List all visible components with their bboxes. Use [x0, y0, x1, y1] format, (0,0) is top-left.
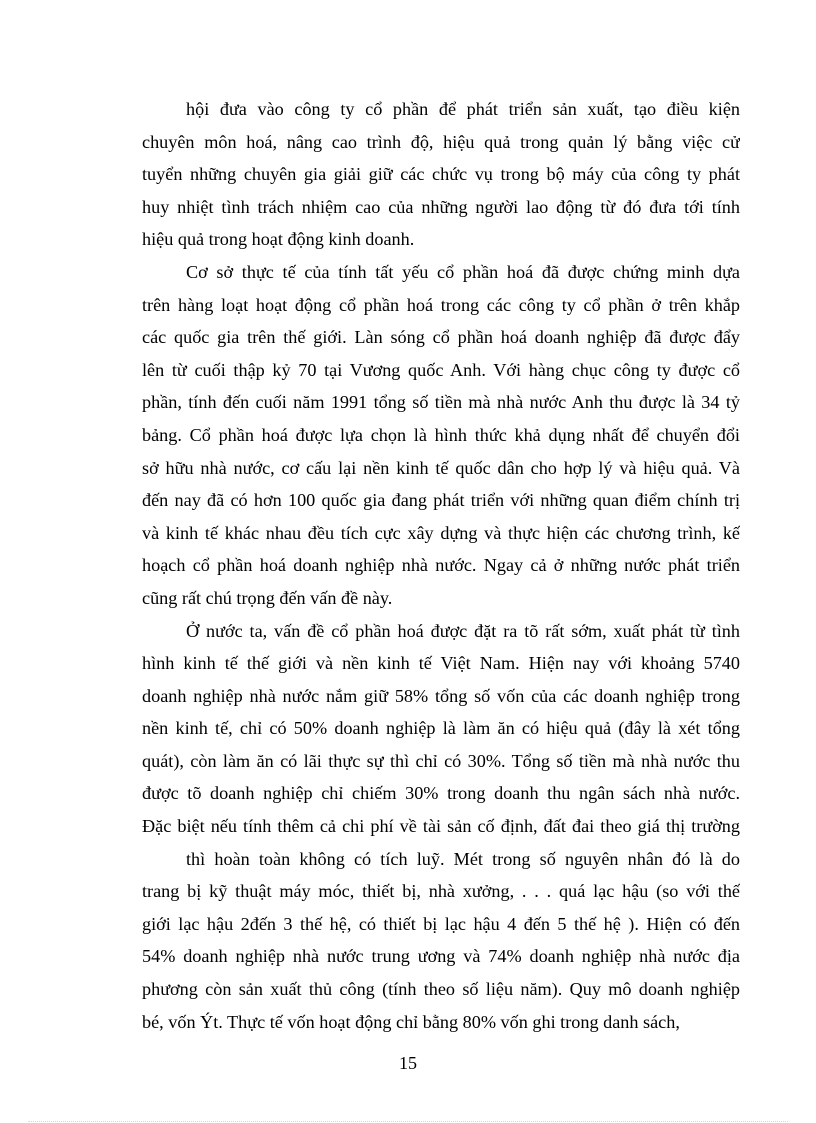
- text-line-29: bé, vốn Ýt. Thực tế vốn hoạt động chỉ bằng 80% vốn ghi trong danh sách,: [142, 1011, 680, 1032]
- text-line-18: hình kinh tế thế giới và nền kinh tế Việt Nam. Hiện nay với khoảng 5740: [142, 653, 740, 674]
- text-line-8: các quốc gia trên thế giới. Làn sóng cổ phần hoá doanh nghiệp đã được đẩy: [142, 327, 740, 348]
- text-line-5: hiệu quả trong hoạt động kinh doanh.: [142, 229, 415, 250]
- text-line-12: sở hữu nhà nước, cơ cấu lại nền kinh tế quốc dân cho hợp lý và hiệu quả. Và: [142, 457, 740, 478]
- text-line-26: giới lạc hậu 2đến 3 thế hệ, có thiết bị lạc hậu 4 đến 5 thế hệ ). Hiện có đến: [142, 913, 740, 934]
- text-line-11: bảng. Cổ phần hoá được lựa chọn là hình thức khả dụng nhất để chuyển đổi: [142, 424, 740, 445]
- text-line-25: trang bị kỹ thuật máy móc, thiết bị, nhà xưởng, . . . quá lạc hậu (so với thế: [142, 881, 740, 902]
- page-number: 15: [399, 1053, 417, 1073]
- text-line-4: huy nhiệt tình trách nhiệm cao của những người lao động từ đó đưa tới tính: [142, 196, 740, 217]
- text-line-28: phương còn sản xuất thủ công (tính theo số liệu năm). Quy mô doanh nghiệp: [142, 979, 740, 1000]
- text-line-10: phần, tính đến cuối năm 1991 tổng số tiền mà nhà nước Anh thu được là 34 tỷ: [142, 392, 740, 413]
- text-line-13: đến nay đã có hơn 100 quốc gia đang phát triển với những quan điểm chính trị: [142, 490, 740, 511]
- text-line-15: hoạch cổ phần hoá doanh nghiệp nhà nước. Ngay cả ở những nước phát triển: [142, 555, 740, 576]
- text-line-27: 54% doanh nghiệp nhà nước trung ương và 74% doanh nghiệp nhà nước địa: [142, 946, 740, 967]
- text-line-1: hội đưa vào công ty cổ phần để phát triển sản xuất, tạo điều kiện: [186, 99, 740, 119]
- text-line-9: lên từ cuối thập kỷ 70 tại Vương quốc Anh. Với hàng chục công ty được cổ: [142, 359, 740, 380]
- text-line-7: trên hàng loạt hoạt động cổ phần hoá trong các công ty cổ phần ở trên khắp: [142, 294, 740, 315]
- text-line-21: quát), còn làm ăn có lãi thực sự thì chỉ có 30%. Tổng số tiền mà nhà nước thu: [142, 750, 740, 771]
- text-line-6: Cơ sở thực tế của tính tất yếu cổ phần hoá đã được chứng minh dựa: [186, 261, 740, 282]
- text-line-14: và kinh tế khác nhau đều tích cực xây dựng và thực hiện các chương trình, kế: [142, 522, 740, 543]
- body-text: [142, 93, 740, 1038]
- text-line-16: cũng rất chú trọng đến vấn đề này.: [142, 587, 393, 608]
- text-line-24: thì hoàn toàn không có tích luỹ. Mét trong số nguyên nhân đó là do: [186, 848, 740, 869]
- text-line-3: tuyển những chuyên gia giải giữ các chức vụ trong bộ máy của công ty phát: [142, 164, 740, 185]
- text-line-2: chuyên môn hoá, nâng cao trình độ, hiệu quả trong quản lý bằng việc cử: [142, 131, 740, 152]
- text-line-20: nền kinh tế, chỉ có 50% doanh nghiệp là làm ăn có hiệu quả (đây là xét tổng: [142, 718, 740, 739]
- text-line-22: được tõ doanh nghiệp chỉ chiếm 30% trong doanh thu ngân sách nhà nước.: [142, 783, 740, 804]
- text-line-23: Đặc biệt nếu tính thêm cả chi phí về tài sản cố định, đất đai theo giá thị trường: [142, 816, 740, 837]
- text-line-17: Ở nước ta, vấn đề cổ phần hoá được đặt ra tõ rất sớm, xuất phát từ tình: [186, 620, 740, 641]
- text-line-19: doanh nghiệp nhà nước nắm giữ 58% tổng số vốn của các doanh nghiệp trong: [142, 685, 740, 706]
- page-bottom-divider: [28, 1121, 788, 1122]
